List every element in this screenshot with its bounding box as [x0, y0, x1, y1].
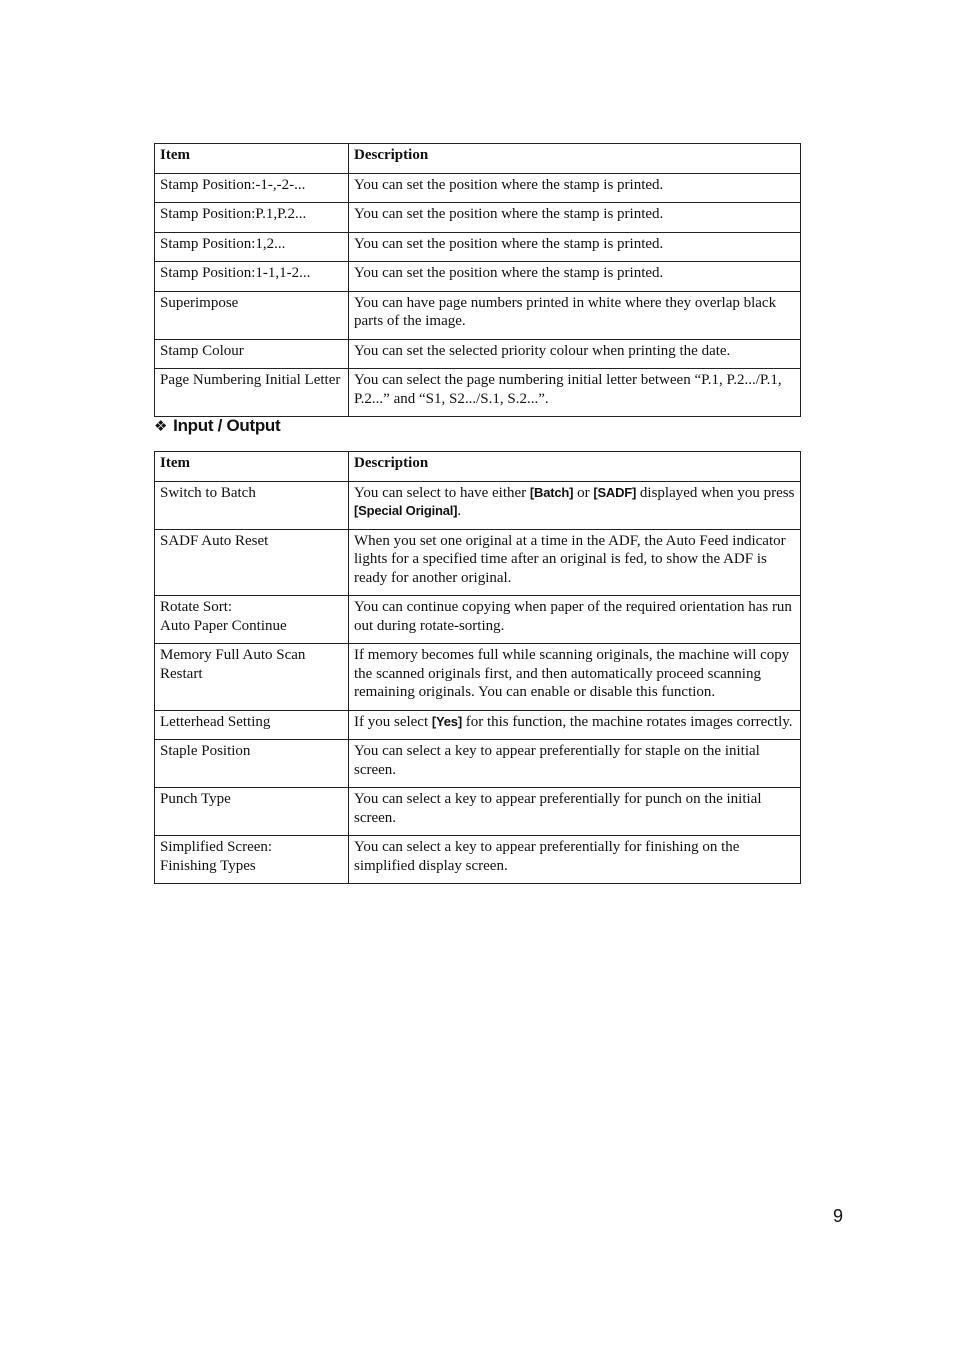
item-text: Auto Paper Continue — [160, 617, 287, 634]
table-row — [155, 291, 801, 339]
item-cell: Stamp Colour — [155, 339, 349, 369]
table-row — [155, 232, 801, 262]
table-row — [155, 644, 801, 711]
description-text: or — [573, 484, 594, 501]
item-cell: Switch to Batch — [155, 481, 349, 529]
item-cell: Page Numbering Initial Letter — [155, 369, 349, 417]
section-title: Input / Output — [173, 416, 281, 435]
special-original-key-label: [Special Original] — [354, 503, 458, 518]
description-cell — [349, 481, 801, 529]
item-cell: SADF Auto Reset — [155, 529, 349, 596]
description-cell: When you set one original at a time in the ADF, the Auto Feed indicator lights for a specified time after an original is fed, to show the ADF is ready for another original. — [349, 529, 801, 596]
item-cell: Staple Position — [155, 740, 349, 788]
description-text: displayed when you press — [636, 484, 795, 501]
item-cell: Stamp Position:-1-,-2-... — [155, 173, 349, 203]
description-cell: You can set the selected priority colour when printing the date. — [349, 339, 801, 369]
batch-key-label: [Batch] — [529, 484, 574, 500]
description-cell: You can set the position where the stamp is printed. — [349, 262, 801, 292]
table-row — [155, 788, 801, 836]
description-text: If you select — [354, 713, 432, 730]
table-row — [155, 369, 801, 417]
column-header-description: Description — [349, 452, 801, 482]
table-row — [155, 740, 801, 788]
item-cell — [155, 596, 349, 644]
table-row — [155, 481, 801, 529]
diamond-bullet-icon: ❖ — [154, 418, 168, 435]
description-cell: You can set the position where the stamp is printed. — [349, 232, 801, 262]
table-row — [155, 339, 801, 369]
item-cell: Memory Full Auto Scan Restart — [155, 644, 349, 711]
page-number: 9 — [833, 1206, 844, 1226]
table-row — [155, 203, 801, 233]
table-header-row — [155, 452, 801, 482]
table-header-row — [155, 144, 801, 174]
column-header-item: Item — [155, 144, 349, 174]
table-row — [155, 710, 801, 740]
table-row — [155, 262, 801, 292]
description-cell: You can select the page numbering initial letter between “P.1, P.2.../P.1, P.2...” and “S1, S2.../S.1, S.2...”. — [349, 369, 801, 417]
description-cell: You can continue copying when paper of the required orientation has run out during rotate-sorting. — [349, 596, 801, 644]
item-cell: Punch Type — [155, 788, 349, 836]
table-row — [155, 173, 801, 203]
column-header-item: Item — [155, 452, 349, 482]
item-cell: Stamp Position:P.1,P.2... — [155, 203, 349, 233]
description-cell: You can select a key to appear preferentially for staple on the initial screen. — [349, 740, 801, 788]
description-text: for this function, the machine rotates images correctly. — [461, 713, 793, 730]
table-row — [155, 529, 801, 596]
yes-key-label: [Yes] — [431, 713, 462, 729]
item-text: Finishing Types — [160, 857, 256, 874]
item-cell: Stamp Position:1,2... — [155, 232, 349, 262]
settings-table-input-output — [154, 451, 801, 884]
item-cell: Letterhead Setting — [155, 710, 349, 740]
description-text: . — [457, 503, 462, 519]
description-cell — [349, 710, 801, 740]
item-text: Simplified Screen: — [160, 839, 273, 855]
item-cell — [155, 836, 349, 884]
item-cell: Stamp Position:1-1,1-2... — [155, 262, 349, 292]
table-row — [155, 596, 801, 644]
table-row — [155, 836, 801, 884]
settings-table-stamp — [154, 143, 801, 417]
item-text: Rotate Sort: — [160, 599, 233, 615]
description-text: You can select to have either — [354, 484, 530, 501]
description-cell: You can set the position where the stamp is printed. — [349, 173, 801, 203]
description-cell: You can set the position where the stamp is printed. — [349, 203, 801, 233]
description-cell: You can select a key to appear preferentially for punch on the initial screen. — [349, 788, 801, 836]
column-header-description: Description — [349, 144, 801, 174]
description-cell: If memory becomes full while scanning originals, the machine will copy the scanned originals first, and then automatically proceed scanning remaining originals. You can enable or disable this function. — [349, 644, 801, 711]
sadf-key-label: [SADF] — [593, 484, 637, 500]
description-cell: You can have page numbers printed in white where they overlap black parts of the image. — [349, 291, 801, 339]
item-cell: Superimpose — [155, 291, 349, 339]
description-cell: You can select a key to appear preferentially for finishing on the simplified display screen. — [349, 836, 801, 884]
section-heading — [154, 414, 280, 439]
